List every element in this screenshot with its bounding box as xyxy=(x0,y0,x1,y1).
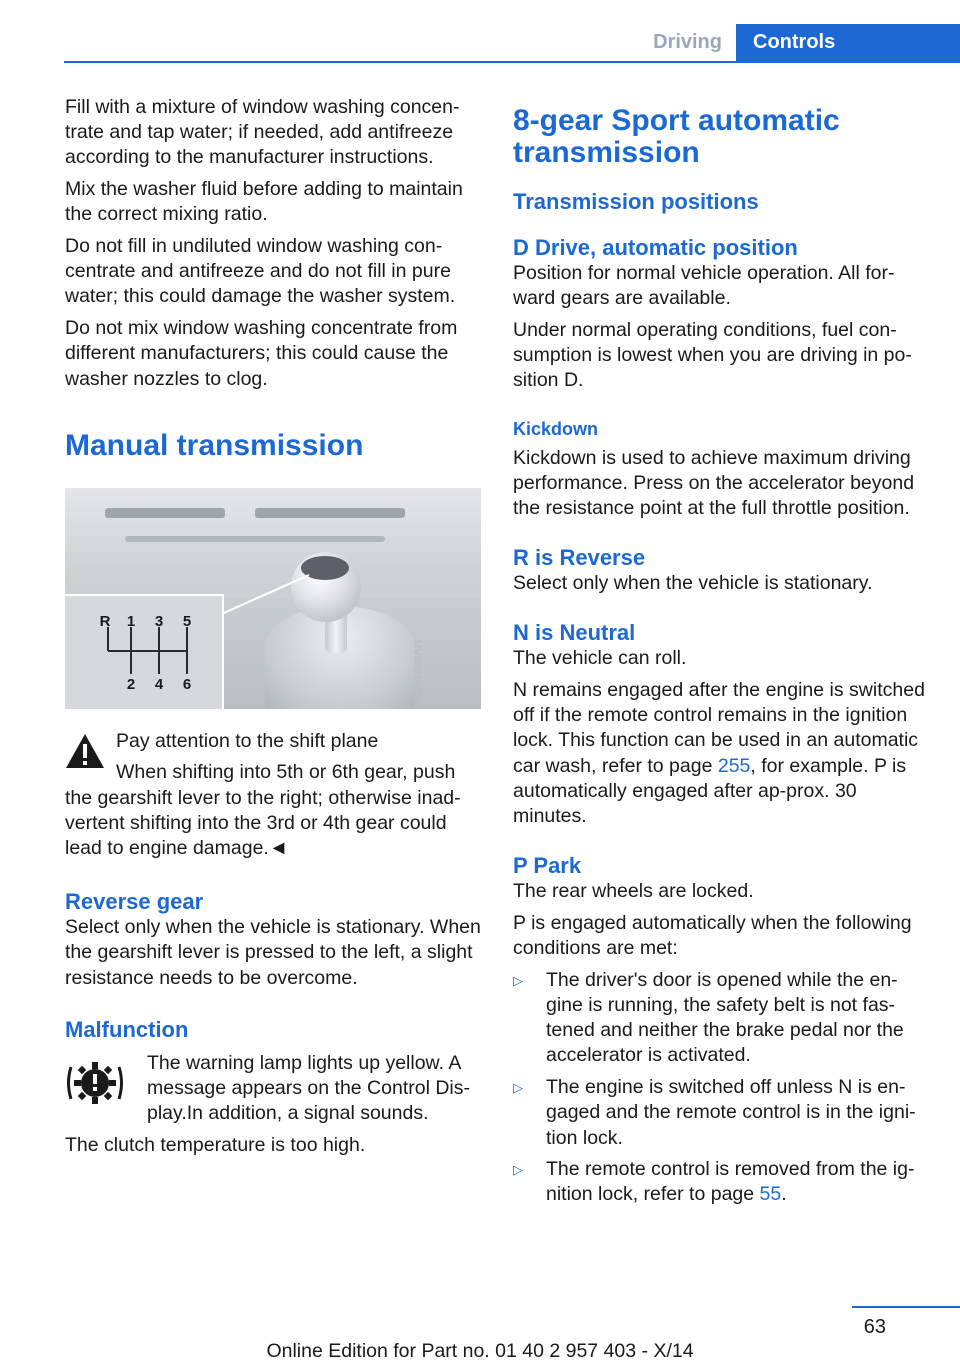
bullet3-text-b: . xyxy=(781,1183,787,1206)
heading-n-neutral: N is Neutral xyxy=(513,620,636,646)
list-item-text xyxy=(546,1158,914,1205)
malfunction-notice xyxy=(65,1051,483,1127)
transmission-warning-icon xyxy=(65,1053,125,1113)
paragraph-neutral-2 xyxy=(513,678,927,829)
gear-label-2: 2 xyxy=(126,675,136,693)
park-conditions-list xyxy=(513,968,927,1208)
shift-pattern-svg xyxy=(65,596,224,709)
triangle-bullet-icon: ▷ xyxy=(513,1080,523,1096)
paragraph-r-reverse: Select only when the vehicle is stationary. xyxy=(513,572,873,595)
gear-label-1: 1 xyxy=(126,612,136,630)
triangle-bullet-icon: ▷ xyxy=(513,1162,523,1178)
paragraph-mixture: Fill with a mixture of window washing concen-trate and tap water; if needed, add antifreeze according to the manufacturer instructions. xyxy=(65,96,460,169)
list-item-text: The engine is switched off unless N is en-gaged and the remote control is in the igni-tion lock. xyxy=(546,1076,916,1149)
header-rule xyxy=(64,61,960,63)
heading-manual-transmission: Manual transmission xyxy=(65,428,364,462)
bullet3-text-a: The remote control is removed from the ig-nition lock, refer to page xyxy=(546,1158,915,1206)
heading-reverse-gear: Reverse gear xyxy=(65,889,204,915)
shift-pattern-diagram xyxy=(65,594,224,709)
neutral-text-b: , for example. P is automatically engaged after ap-prox. 30 minutes. xyxy=(513,754,907,828)
page-link-55[interactable]: 55 xyxy=(759,1183,782,1206)
left-column xyxy=(65,95,483,1165)
warning-triangle-icon xyxy=(65,733,105,769)
paragraph-mix-before: Mix the washer fluid before adding to maintain the correct mixing ratio. xyxy=(65,178,463,226)
heading-p-park: P Park xyxy=(513,853,582,879)
triangle-bullet-icon: ▷ xyxy=(513,972,523,988)
vent-slot xyxy=(255,508,405,518)
paragraph-drive-1: Position for normal vehicle operation. All for-ward gears are available. xyxy=(513,262,895,310)
paragraph-manufacturers: Do not mix window washing concentrate from different manufacturers; this could cause the washer nozzles to clog. xyxy=(65,317,458,390)
heading-malfunction: Malfunction xyxy=(65,1016,189,1042)
heading-kickdown: Kickdown xyxy=(513,418,599,439)
paragraph-clutch: The clutch temperature is too high. xyxy=(65,1133,366,1156)
warning-notice xyxy=(65,729,483,862)
warning-text: When shifting into 5th or 6th gear, push the gearshift lever to the right; otherwise inad-vertent shifting into the 3rd or 4th gear could lead to engine damage.◄ xyxy=(65,761,461,860)
list-item xyxy=(513,968,927,1069)
paragraph-reverse-gear: Select only when the vehicle is stationary. When the gearshift lever is pressed to the left, a slight resistance needs to be overcome. xyxy=(65,916,481,989)
paragraph-malfunction: The warning lamp lights up yellow. A message appears on the Control Dis-play.In addition, a signal sounds. xyxy=(147,1051,470,1125)
gear-label-3: 3 xyxy=(154,612,164,630)
console-line xyxy=(125,536,385,542)
list-item xyxy=(513,1157,927,1207)
page-number: 63 xyxy=(863,1316,886,1338)
neutral-text-a: N remains engaged after the engine is switched off if the remote control remains in the ignition lock. This function can be used in an automatic car wash, refer to page xyxy=(513,679,925,777)
paragraph-park-2: P is engaged automatically when the following conditions are met: xyxy=(513,911,912,960)
paragraph-undiluted: Do not fill in undiluted window washing con-centrate and antifreeze and do not fill in pure water; this could damage the washer system. xyxy=(65,235,456,308)
paragraph-park-1: The rear wheels are locked. xyxy=(513,880,754,903)
edition-footer: Online Edition for Part no. 01 40 2 957 403 - X/14 xyxy=(266,1340,694,1362)
list-item xyxy=(513,1075,927,1151)
footer-rule xyxy=(852,1306,960,1308)
section-tab-controls: Controls xyxy=(736,24,960,61)
warning-title: Pay attention to the shift plane xyxy=(116,729,379,752)
heading-drive: D Drive, automatic position xyxy=(513,235,798,260)
gear-label-6: 6 xyxy=(182,675,192,693)
right-column xyxy=(513,95,927,1214)
heading-8gear: 8-gear Sport automatic transmission xyxy=(513,104,840,169)
heading-r-reverse: R is Reverse xyxy=(513,545,646,571)
paragraph-drive-2: Under normal operating conditions, fuel con-sumption is lowest when you are driving in po-sition D. xyxy=(513,318,912,392)
heading-transmission-positions: Transmission positions xyxy=(513,189,759,214)
gear-label-4: 4 xyxy=(154,675,164,693)
gear-label-r: R xyxy=(99,612,111,630)
paragraph-neutral-1: The vehicle can roll. xyxy=(513,647,687,670)
page-link-255[interactable]: 255 xyxy=(717,754,751,777)
vent-slot xyxy=(105,508,225,518)
figure-code: MV09070CMA xyxy=(411,640,422,711)
dashboard-panel xyxy=(65,488,481,568)
gear-label-5: 5 xyxy=(182,612,192,630)
paragraph-kickdown: Kickdown is used to achieve maximum driving performance. Press on the accelerator beyond the resistance point at the full throttle position. xyxy=(513,446,915,519)
section-tab-driving: Driving xyxy=(653,31,722,53)
list-item-text: The driver's door is opened while the en-gine is running, the safety belt is not fas-tened and neither the brake pedal nor the accelerator is activated. xyxy=(546,968,904,1067)
